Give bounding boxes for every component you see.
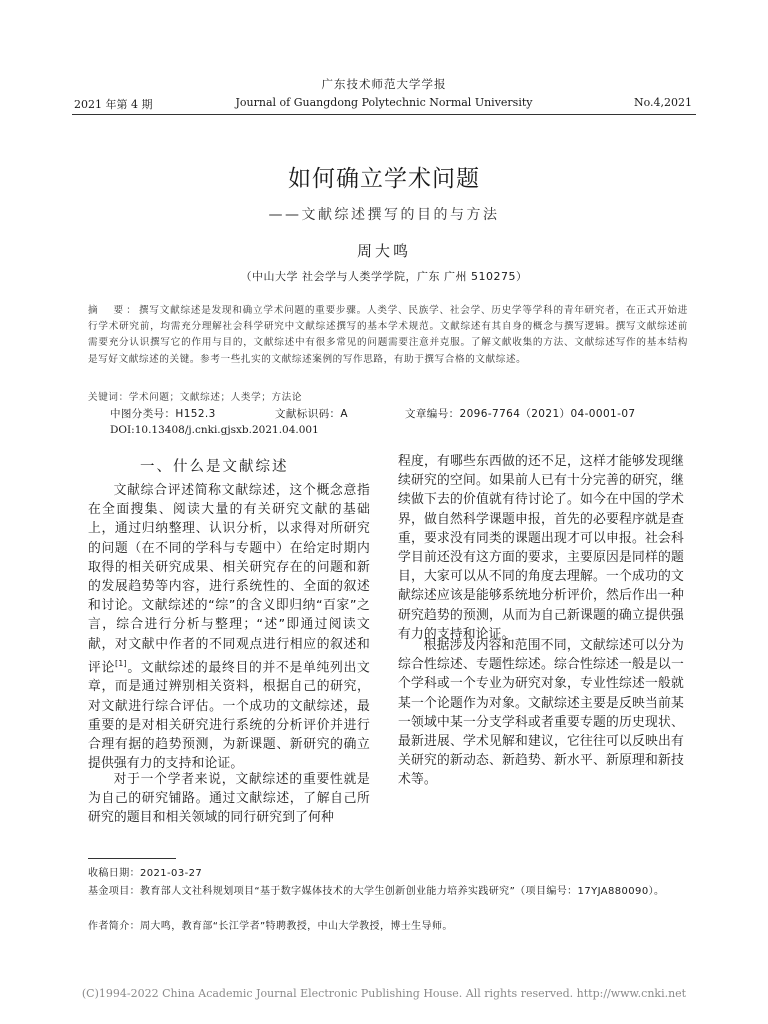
article-number: 文章编号：2096-7764（2021）04-0001-07	[405, 408, 636, 420]
section-title: 一、什么是文献综述	[140, 459, 289, 475]
abstract-label: 摘 要：	[88, 305, 140, 316]
journal-name-cn: 广东技术师范大学学报	[321, 77, 447, 91]
footnote-rule	[88, 858, 176, 859]
paragraph-1	[88, 481, 370, 773]
abstract-text: 撰写文献综述是发现和确立学术问题的重要步骤。人类学、民族学、社会学、历史学等学科的青年研究者，在正式开始进行学术研究前，均需充分理解社会科学研究中文献综述撰写的基本学术规范。文献综述有其自身的概念与撰写逻辑。撰写文献综述前需要充分认识撰写它的作用与目的，文献综述中有很多常见的问题需要注意并克服。了解文献收集的方法、文献综述写作的基本结构是写好文献综述的关键。参考一些扎实的文献综述案例的写作思路，有助于撰写合格的文献综述。	[88, 305, 688, 365]
author-name: 周大鸣	[356, 242, 411, 260]
paragraph-4: 根据涉及内容和范围不同，文献综述可以分为综合性综述、专题性综述。综合性综述一般是以一个学科或一个专业为研究对象，专业性综述一般就某一个论题作为对象。文献综述主要是反映当前某一领域中某一分支学科或者重要专题的历史现状、最新进展、学术见解和建议，它往往可以反映出有关研究的新动态、新趋势、新水平、新原理和新技术等。	[398, 638, 684, 788]
doi: DOI:10.13408/j.cnki.gjsxb.2021.04.001	[110, 424, 319, 436]
document-code: 文献标识码：A	[275, 408, 348, 420]
keywords: 关键词：学术问题；文献综述；人类学；方法论	[88, 392, 303, 403]
issue-cn: 2021 年第 4 期	[74, 98, 153, 111]
copyright-notice: (C)1994-2022 China Academic Journal Electronic Publishing House. All rights reserved. http://www.cnki.net	[81, 987, 687, 1000]
article-subtitle: ——文献综述撰写的目的与方法	[268, 207, 500, 223]
clc-number: 中图分类号：H152.3	[110, 408, 216, 420]
journal-name-en: Journal of Guangdong Polytechnic Normal University	[235, 96, 533, 109]
received-date: 收稿日期：2021-03-27	[88, 868, 203, 879]
author-affiliation: （中山大学 社会学与人类学学院，广东 广州 510275）	[240, 270, 528, 283]
paragraph-1-text-b: 。文献综述的最终目的并不是单纯列出文章，而是通过辨别相关资料，根据自己的研究，对文献进行综合评估。一个成功的文献综述，最重要的是对相关研究进行系统的分析评价并进行合理有据的趋势预测，为新课题、新研究的确立提供强有力的支持和论证。	[88, 660, 370, 772]
article-title: 如何确立学术问题	[288, 166, 480, 192]
paragraph-1-text: 文献综合评述简称文献综述，这个概念意指在全面搜集、阅读大量的有关研究文献的基础上，通过归纳整理、认识分析，以求得对所研究的问题（在不同的学科与专题中）在给定时期内取得的相关研究成果、相关研究存在的问题和新的发展趋势等内容，进行系统性的、全面的叙述和讨论。文献综述的“综”的含义即归纳“百家”之言，综合进行分析与整理；“述”即通过阅读文献，对文献中作者的不同观点进行相应的叙述和评论	[88, 483, 370, 676]
abstract	[88, 303, 688, 368]
issue-en: No.4,2021	[633, 96, 692, 109]
paragraph-3: 程度，有哪些东西做的还不足，这样才能够发现继续研究的空间。如果前人已有十分完善的研究，继续做下去的价值就有待讨论了。如今在中国的学术界，做自然科学课题申报，首先的必要程序就是查重，要求没有同类的课题出现才可以申报。社会科学目前还没有这方面的要求，主要原因是同样的题目，大家可以从不同的角度去理解。一个成功的文献综述应该是能够系统地分析评价，然后作出一种研究趋势的预测，从而为自己新课题的确立提供强有力的支持和论证。	[398, 454, 684, 642]
header-rule	[72, 114, 696, 115]
author-bio: 作者简介：周大鸣，教育部“长江学者”特聘教授，中山大学教授，博士生导师。	[88, 921, 453, 932]
paragraph-2: 对于一个学者来说，文献综述的重要性就是为自己的研究铺路。通过文献综述，了解自己所研究的题目和相关领域的同行研究到了何种	[88, 772, 370, 826]
fund-info: 基金项目：教育部人文社科规划项目“基于数字媒体技术的大学生创新创业能力培养实践研究”（项目编号：17YJA880090）。	[88, 886, 665, 897]
citation: [1]	[115, 658, 127, 668]
